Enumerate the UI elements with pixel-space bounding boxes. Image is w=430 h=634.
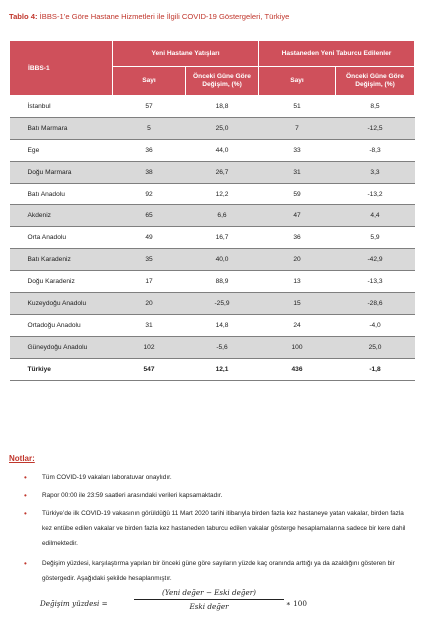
admissions-change-cell: 6,6 <box>186 205 259 227</box>
region-cell: Türkiye <box>10 358 113 380</box>
admissions-count-cell: 20 <box>113 293 186 315</box>
discharges-change-cell: -8,3 <box>336 139 415 161</box>
discharges-count-cell: 33 <box>259 139 336 161</box>
region-cell: Orta Anadolu <box>10 227 113 249</box>
discharges-change-cell: 5,9 <box>336 227 415 249</box>
admissions-count-cell: 92 <box>113 183 186 205</box>
admissions-count-cell: 17 <box>113 271 186 293</box>
discharges-change-header: Önceki Güne Göre Değişim, (%) <box>336 67 415 96</box>
admissions-change-cell: 14,8 <box>186 314 259 336</box>
discharges-count-cell: 47 <box>259 205 336 227</box>
discharges-count-cell: 436 <box>259 358 336 380</box>
region-cell: Akdeniz <box>10 205 113 227</box>
discharges-count-cell: 20 <box>259 249 336 271</box>
region-cell: Güneydoğu Anadolu <box>10 336 113 358</box>
table-caption <box>9 12 289 21</box>
admissions-count-cell: 5 <box>113 117 186 139</box>
table-header-row <box>10 41 415 67</box>
discharges-change-cell: -1,8 <box>336 358 415 380</box>
admissions-count-cell: 547 <box>113 358 186 380</box>
note-text: Rapor 00:00 ile 23:59 saatleri arasındaki verileri kapsamaktadır. <box>42 492 223 499</box>
admissions-count-cell: 102 <box>113 336 186 358</box>
table-row <box>10 205 415 227</box>
table-row <box>10 293 415 315</box>
table-row <box>10 336 415 358</box>
note-item <box>22 556 414 586</box>
discharges-change-cell: -13,2 <box>336 183 415 205</box>
region-cell: Doğu Marmara <box>10 161 113 183</box>
admissions-count-cell: 49 <box>113 227 186 249</box>
bullet-icon: • <box>24 473 27 482</box>
region-cell: Ortadoğu Anadolu <box>10 314 113 336</box>
discharges-change-cell: -28,6 <box>336 293 415 315</box>
covid-hospital-table <box>9 40 415 381</box>
discharges-change-cell: 3,3 <box>336 161 415 183</box>
discharges-group-header: Hastaneden Yeni Taburcu Edilenler <box>259 41 415 67</box>
admissions-change-cell: 18,8 <box>186 96 259 118</box>
region-cell: İstanbul <box>10 96 113 118</box>
discharges-change-cell: -12,5 <box>336 117 415 139</box>
admissions-change-cell: 44,0 <box>186 139 259 161</box>
discharges-count-cell: 31 <box>259 161 336 183</box>
discharges-change-cell: -42,9 <box>336 249 415 271</box>
notes-title: Notlar: <box>9 454 35 463</box>
note-text: Tüm COVID-19 vakaları laboratuvar onaylıdır. <box>42 474 172 481</box>
region-cell: Ege <box>10 139 113 161</box>
table-row <box>10 117 415 139</box>
discharges-count-cell: 24 <box>259 314 336 336</box>
notes-list <box>22 470 414 586</box>
admissions-count-cell: 65 <box>113 205 186 227</box>
discharges-count-cell: 36 <box>259 227 336 249</box>
discharges-change-cell: 4,4 <box>336 205 415 227</box>
admissions-change-cell: -25,9 <box>186 293 259 315</box>
admissions-change-cell: 26,7 <box>186 161 259 183</box>
admissions-count-cell: 31 <box>113 314 186 336</box>
note-item <box>22 470 414 485</box>
discharges-change-cell: -13,3 <box>336 271 415 293</box>
discharges-count-cell: 100 <box>259 336 336 358</box>
bullet-icon: • <box>24 491 27 500</box>
table-row <box>10 271 415 293</box>
region-cell: Batı Marmara <box>10 117 113 139</box>
table-row <box>10 96 415 118</box>
formula-denominator: Eski değer <box>189 602 229 611</box>
admissions-change-cell: -5,6 <box>186 336 259 358</box>
formula-multiplier: ∗ 100 <box>286 599 307 608</box>
admissions-group-header: Yeni Hastane Yatışları <box>113 41 259 67</box>
table-total-row <box>10 358 415 380</box>
admissions-count-cell: 36 <box>113 139 186 161</box>
admissions-change-cell: 16,7 <box>186 227 259 249</box>
admissions-count-cell: 38 <box>113 161 186 183</box>
admissions-change-cell: 25,0 <box>186 117 259 139</box>
admissions-count-header: Sayı <box>113 67 186 96</box>
admissions-change-cell: 12,1 <box>186 358 259 380</box>
discharges-change-cell: 25,0 <box>336 336 415 358</box>
formula-lhs: Değişim yüzdesi = <box>40 599 108 608</box>
admissions-change-cell: 88,9 <box>186 271 259 293</box>
admissions-count-cell: 35 <box>113 249 186 271</box>
discharges-count-cell: 13 <box>259 271 336 293</box>
admissions-count-cell: 57 <box>113 96 186 118</box>
discharges-change-cell: -4,0 <box>336 314 415 336</box>
table-row <box>10 139 415 161</box>
discharges-change-cell: 8,5 <box>336 96 415 118</box>
note-text: Türkiye’de ilk COVID-19 vakasının görüldüğü 11 Mart 2020 tarihi itibarıyla birden fazla kez hastaneye yatan vakalar, birden fazla kez entübe edilen vakalar ve birden fazla kez hastaneden taburcu edilen vakalar gösterge hesaplamalarına sadece bir kere dahil edilmektedir. <box>42 510 406 547</box>
region-cell: Kuzeydoğu Anadolu <box>10 293 113 315</box>
formula-fraction <box>134 588 284 611</box>
note-item <box>22 488 414 503</box>
discharges-count-header: Sayı <box>259 67 336 96</box>
region-cell: Doğu Karadeniz <box>10 271 113 293</box>
note-item <box>22 506 414 551</box>
bullet-icon: • <box>24 559 27 568</box>
table-row <box>10 249 415 271</box>
table-row <box>10 314 415 336</box>
region-cell: Batı Karadeniz <box>10 249 113 271</box>
admissions-change-cell: 40,0 <box>186 249 259 271</box>
bullet-icon: • <box>24 509 27 518</box>
discharges-count-cell: 51 <box>259 96 336 118</box>
table-row <box>10 183 415 205</box>
admissions-change-cell: 12,2 <box>186 183 259 205</box>
caption-prefix: Tablo 4: <box>9 12 38 21</box>
table-row <box>10 227 415 249</box>
table-row <box>10 161 415 183</box>
discharges-count-cell: 59 <box>259 183 336 205</box>
formula-numerator: (Yeni değer − Eski değer) <box>162 588 256 597</box>
region-column-header: İBBS-1 <box>10 41 113 96</box>
note-text: Değişim yüzdesi, karşılaştırma yapılan bir önceki güne göre sayıların yüzde kaç oranında arttığı ya da azaldığını gösteren bir göstergedir. Aşağıdaki şekilde hesaplanmıştır. <box>42 560 395 582</box>
discharges-count-cell: 15 <box>259 293 336 315</box>
discharges-count-cell: 7 <box>259 117 336 139</box>
region-cell: Batı Anadolu <box>10 183 113 205</box>
caption-text: İBBS-1’e Göre Hastane Hizmetleri ile İlgili COVID-19 Göstergeleri, Türkiye <box>37 12 290 21</box>
admissions-change-header: Önceki Güne Göre Değişim, (%) <box>186 67 259 96</box>
